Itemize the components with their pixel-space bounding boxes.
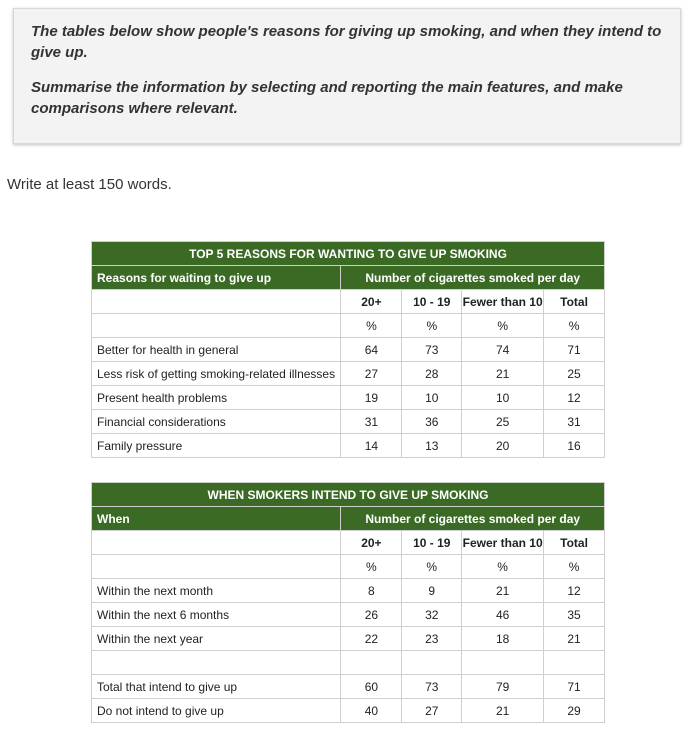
value-cell: 27: [341, 362, 402, 386]
row-label: Present health problems: [92, 386, 341, 410]
table-row: [92, 627, 605, 651]
blank-cell: [462, 651, 544, 675]
blank-cell: [92, 651, 341, 675]
table-title-row: [92, 483, 605, 507]
value-cell: 12: [544, 579, 605, 603]
unit-cell: %: [341, 314, 402, 338]
table-title: WHEN SMOKERS INTEND TO GIVE UP SMOKING: [92, 483, 605, 507]
table-row: [92, 434, 605, 458]
blank-cell: [92, 314, 341, 338]
row-header: Reasons for waiting to give up: [92, 266, 341, 290]
value-cell: 40: [341, 699, 402, 723]
row-label: Within the next 6 months: [92, 603, 341, 627]
value-cell: 21: [462, 362, 544, 386]
table-header-row: [92, 507, 605, 531]
task-requirement: Summarise the information by selecting and reporting the main features, and make comparisons where relevant.: [31, 79, 623, 117]
task-description: The tables below show people's reasons for giving up smoking, and when they intend to give up.: [31, 23, 662, 61]
column-header-row: [92, 531, 605, 555]
table-row: [92, 699, 605, 723]
column-header: 20+: [341, 531, 402, 555]
value-cell: 21: [462, 699, 544, 723]
row-label: Within the next year: [92, 627, 341, 651]
value-cell: 46: [462, 603, 544, 627]
column-header: Fewer than 10: [462, 290, 544, 314]
blank-cell: [544, 651, 605, 675]
table-title: TOP 5 REASONS FOR WANTING TO GIVE UP SMOKING: [92, 242, 605, 266]
column-header: Total: [544, 290, 605, 314]
value-cell: 71: [544, 338, 605, 362]
value-cell: 29: [544, 699, 605, 723]
blank-cell: [341, 651, 402, 675]
value-cell: 74: [462, 338, 544, 362]
value-cell: 73: [402, 338, 462, 362]
row-label: Do not intend to give up: [92, 699, 341, 723]
table-row: [92, 675, 605, 699]
value-cell: 25: [544, 362, 605, 386]
value-cell: 10: [402, 386, 462, 410]
table-row: [92, 386, 605, 410]
value-cell: 10: [462, 386, 544, 410]
value-cell: 18: [462, 627, 544, 651]
table-row: [92, 410, 605, 434]
value-cell: 16: [544, 434, 605, 458]
value-cell: 79: [462, 675, 544, 699]
group-header: Number of cigarettes smoked per day: [341, 266, 605, 290]
reasons-table: [91, 241, 605, 458]
value-cell: 26: [341, 603, 402, 627]
column-header: Fewer than 10: [462, 531, 544, 555]
value-cell: 21: [544, 627, 605, 651]
unit-cell: %: [462, 314, 544, 338]
word-count-instruction: Write at least 150 words.: [7, 176, 172, 193]
unit-cell: %: [341, 555, 402, 579]
unit-row: [92, 314, 605, 338]
value-cell: 9: [402, 579, 462, 603]
table-header-row: [92, 266, 605, 290]
unit-cell: %: [402, 555, 462, 579]
timing-table: [91, 482, 605, 723]
value-cell: 35: [544, 603, 605, 627]
table-row: [92, 338, 605, 362]
value-cell: 25: [462, 410, 544, 434]
value-cell: 13: [402, 434, 462, 458]
value-cell: 31: [341, 410, 402, 434]
row-label: Family pressure: [92, 434, 341, 458]
value-cell: 20: [462, 434, 544, 458]
blank-cell: [92, 531, 341, 555]
table-title-row: [92, 242, 605, 266]
column-header: 10 - 19: [402, 290, 462, 314]
blank-cell: [402, 651, 462, 675]
value-cell: 22: [341, 627, 402, 651]
column-header: Total: [544, 531, 605, 555]
value-cell: 36: [402, 410, 462, 434]
value-cell: 64: [341, 338, 402, 362]
value-cell: 14: [341, 434, 402, 458]
value-cell: 31: [544, 410, 605, 434]
row-label: Within the next month: [92, 579, 341, 603]
unit-cell: %: [544, 314, 605, 338]
table-row: [92, 579, 605, 603]
value-cell: 71: [544, 675, 605, 699]
value-cell: 60: [341, 675, 402, 699]
value-cell: 73: [402, 675, 462, 699]
table-row: [92, 603, 605, 627]
value-cell: 8: [341, 579, 402, 603]
unit-row: [92, 555, 605, 579]
unit-cell: %: [462, 555, 544, 579]
value-cell: 23: [402, 627, 462, 651]
column-header: 10 - 19: [402, 531, 462, 555]
value-cell: 21: [462, 579, 544, 603]
value-cell: 12: [544, 386, 605, 410]
value-cell: 32: [402, 603, 462, 627]
value-cell: 19: [341, 386, 402, 410]
unit-cell: %: [402, 314, 462, 338]
table-row: [92, 362, 605, 386]
row-label: Total that intend to give up: [92, 675, 341, 699]
value-cell: 28: [402, 362, 462, 386]
row-label: Financial considerations: [92, 410, 341, 434]
blank-row: [92, 651, 605, 675]
column-header-row: [92, 290, 605, 314]
row-label: Better for health in general: [92, 338, 341, 362]
group-header: Number of cigarettes smoked per day: [341, 507, 605, 531]
row-header: When: [92, 507, 341, 531]
blank-cell: [92, 290, 341, 314]
unit-cell: %: [544, 555, 605, 579]
value-cell: 27: [402, 699, 462, 723]
column-header: 20+: [341, 290, 402, 314]
row-label: Less risk of getting smoking-related illnesses: [92, 362, 341, 386]
blank-cell: [92, 555, 341, 579]
task-prompt-box: [13, 8, 681, 144]
